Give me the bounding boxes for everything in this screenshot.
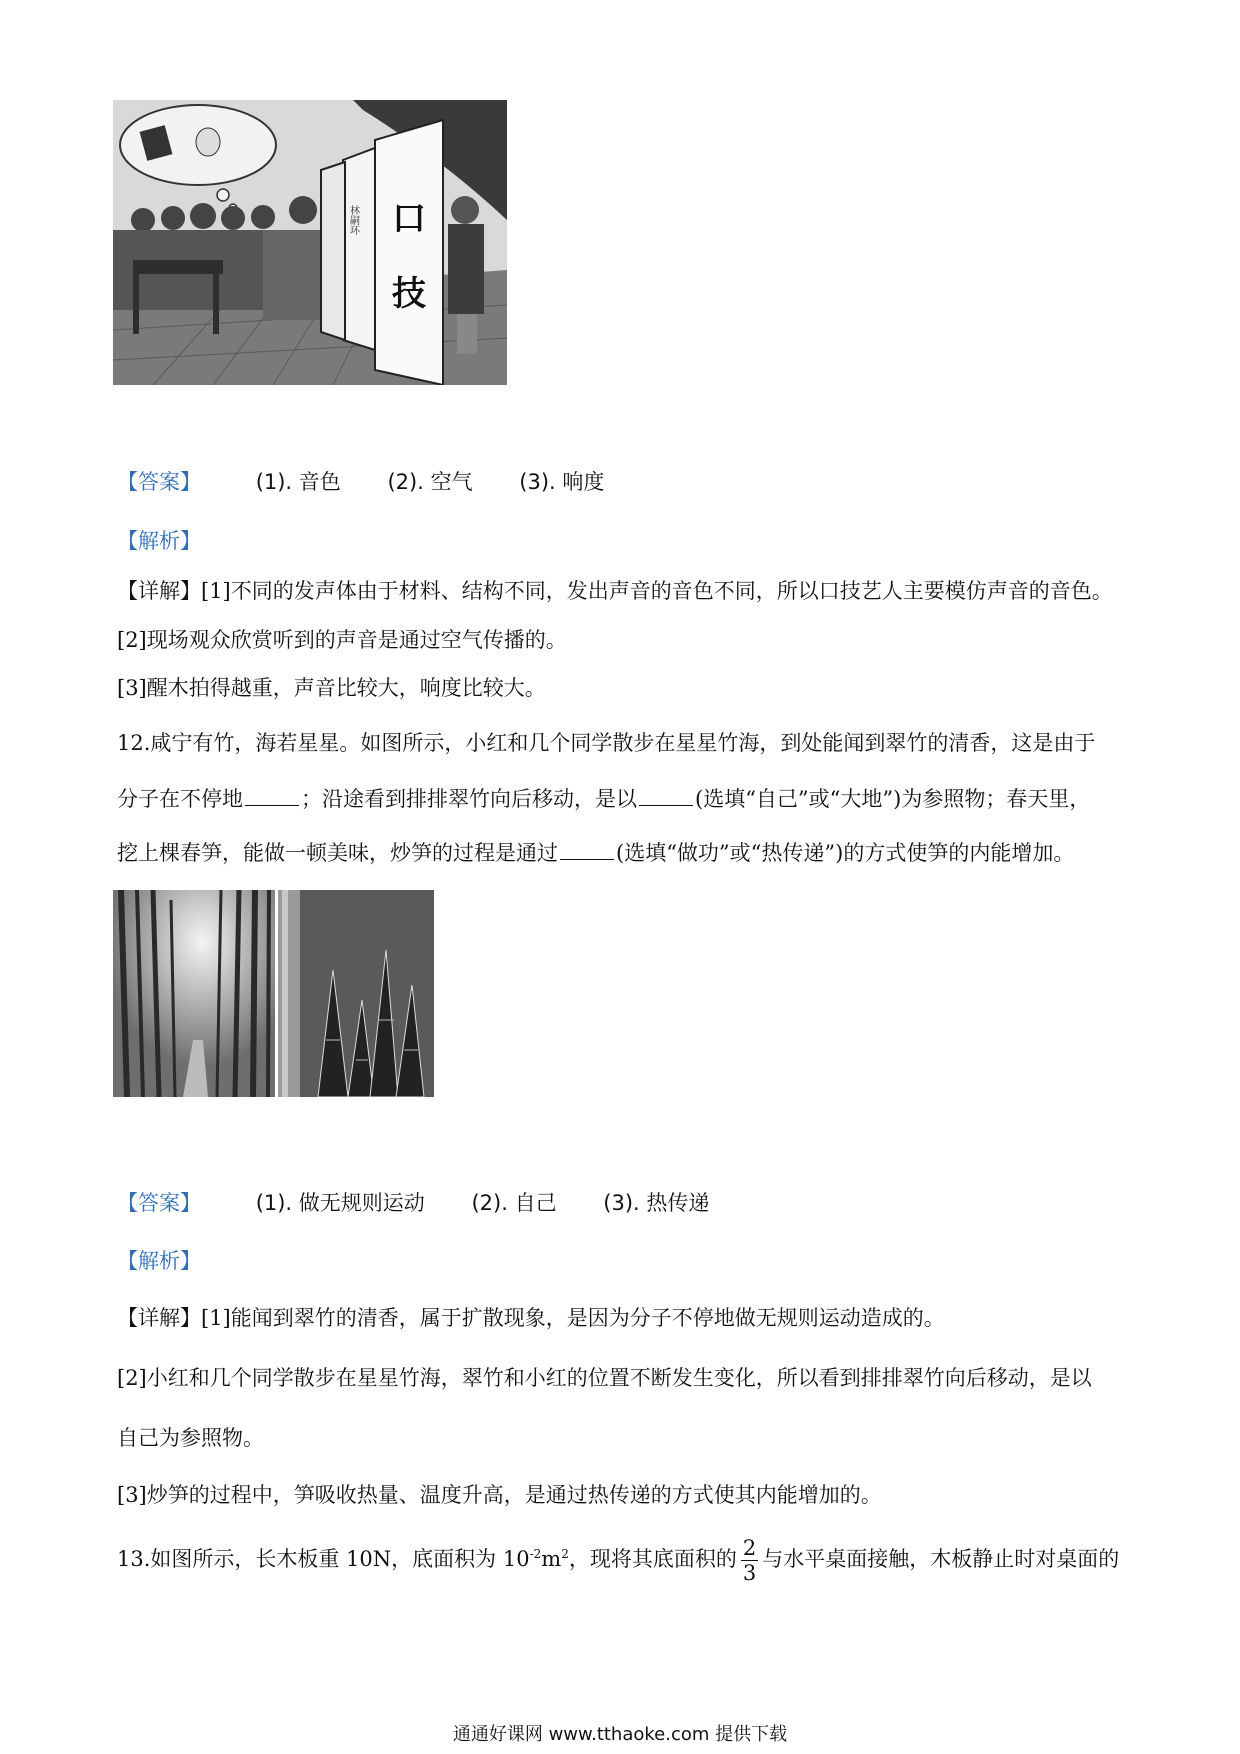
detail-label: 【详解】 xyxy=(117,1306,201,1330)
kouji-illustration xyxy=(113,100,507,385)
q12-detail-1: 【详解】[1]能闻到翠竹的清香，属于扩散现象，是因为分子不停地做无规则运动造成的。 xyxy=(117,1306,945,1330)
q11-detail-1: 【详解】[1]不同的发声体由于材料、结构不同，发出声音的音色不同，所以口技艺人主要模仿声音的音色。 xyxy=(117,579,1113,603)
q11-answer-2: (2). 空气 xyxy=(387,470,473,494)
q12-analysis-label: 【解析】 xyxy=(117,1249,201,1273)
screen-text-ji: 技 xyxy=(392,274,426,314)
q12-answer-2: (2). 自己 xyxy=(471,1191,557,1215)
q11-detail-3: [3]醒木拍得越重，声音比较大，响度比较大。 xyxy=(117,676,546,700)
footer-text: 通通好课网 www.tthaoke.com 提供下载 xyxy=(452,1724,788,1745)
answer-blank-1 xyxy=(245,787,299,806)
q13-question-line-1: 13.如图所示，长木板重 10N，底面积为 $10^{-2}m^2$，现将其底面积的 $\frac{2}{3}$ 与水平桌面接触，木板静止时对桌面的 xyxy=(117,1536,1120,1585)
q12-answer-3: (3). 热传递 xyxy=(603,1191,710,1215)
screen-text-kou: 口 xyxy=(392,199,426,239)
page-footer xyxy=(0,1720,1240,1746)
fraction-two-thirds: $\frac{2}{3}$ xyxy=(742,1536,757,1585)
q12-answer-1: (1). 做无规则运动 xyxy=(255,1191,425,1215)
detail-label: 【详解】 xyxy=(117,579,201,603)
q11-answer-3: (3). 响度 xyxy=(519,470,605,494)
q12-question-line-2: 分子在不停地 ；沿途看到排排翠竹向后移动，是以 (选填“自己”或“大地”)为参照物；春天里， xyxy=(117,787,1091,811)
q11-analysis-label: 【解析】 xyxy=(117,529,201,553)
q12-question-line-3: 挖上棵春笋，能做一顿美味，炒笋的过程是通过 (选填“做功”或“热传递”)的方式使笋的内能增加。 xyxy=(117,841,1075,865)
kouji-illustration-drawing xyxy=(113,100,507,385)
bamboo-forest-photo xyxy=(113,890,275,1097)
q11-answer-line xyxy=(117,467,604,497)
screen-scroll-text: 林嗣环 xyxy=(347,205,359,235)
q11-answer-1: (1). 音色 xyxy=(255,470,341,494)
q12-question-line-1: 12.咸宁有竹，海若星星。如图所示，小红和几个同学散步在星星竹海，到处能闻到翠竹的清香，这是由于 xyxy=(117,731,1096,755)
bamboo-shoots-photo xyxy=(278,890,434,1097)
answer-label: 【答案】 xyxy=(117,470,201,494)
q12-detail-2b: 自己为参照物。 xyxy=(117,1426,264,1450)
answer-label: 【答案】 xyxy=(117,1191,201,1215)
q11-detail-2: [2]现场观众欣赏听到的声音是通过空气传播的。 xyxy=(117,628,567,652)
q12-detail-2a: [2]小红和几个同学散步在星星竹海，翠竹和小红的位置不断发生变化，所以看到排排翠竹向后移动，是以 xyxy=(117,1366,1092,1390)
answer-blank-3 xyxy=(560,841,614,860)
q12-answer-line xyxy=(117,1188,709,1218)
answer-blank-2 xyxy=(639,787,693,806)
q12-detail-3: [3]炒笋的过程中，笋吸收热量、温度升高，是通过热传递的方式使其内能增加的。 xyxy=(117,1483,882,1507)
